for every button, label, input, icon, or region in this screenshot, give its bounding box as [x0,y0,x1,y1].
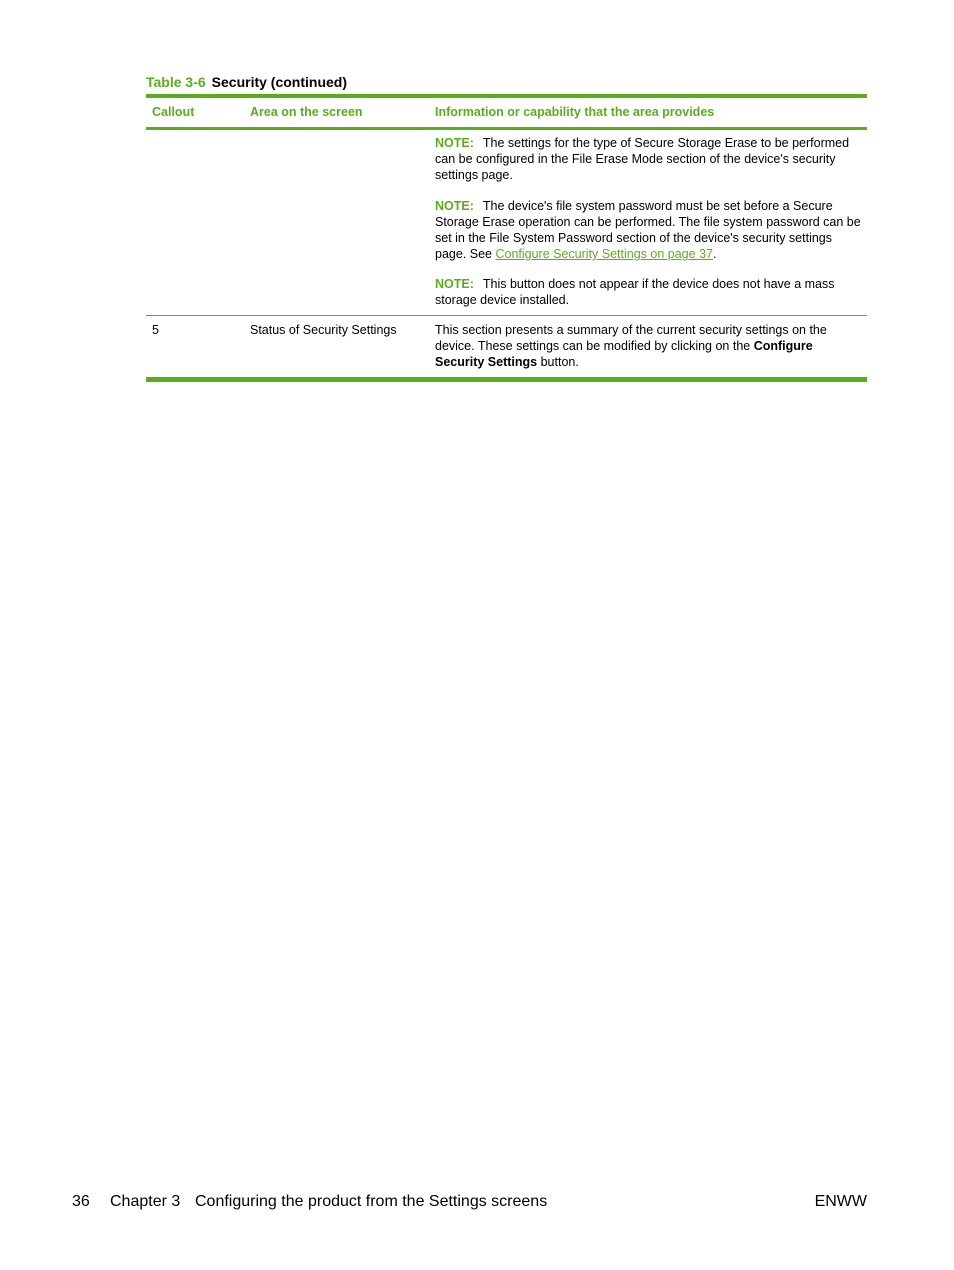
note-1 [435,135,863,183]
table-top-rule [146,94,867,98]
row5-info [435,322,855,370]
note-text: The device's file system password must be set before a Secure Storage Erase operation can be performed. The file system password can be set in the File System Password section of the device's security settings page. See [435,199,861,261]
note-text: The settings for the type of Secure Storage Erase to be performed can be configured in the File Erase Mode section of the device's security settings page. [435,136,850,182]
header-area: Area on the screen [250,105,363,119]
note-text: This button does not appear if the device does not have a mass storage device installed. [435,277,835,307]
note-label: NOTE: [435,199,474,213]
header-rule [146,127,867,130]
note-2 [435,198,863,262]
table-caption-number: Table 3-6 [146,74,206,90]
footer-chapter: Chapter 3 [110,1193,181,1210]
configure-security-settings-link[interactable]: Configure Security Settings on page 37 [495,247,713,261]
note-3 [435,276,863,308]
footer-right: ENWW [814,1193,867,1210]
row-divider [146,315,867,316]
page-number: 36 [72,1193,90,1210]
note-label: NOTE: [435,136,474,150]
row5-info-end: button. [537,355,579,369]
header-callout: Callout [152,105,195,119]
row5-info-text: This section presents a summary of the current security settings on the device. These settings can be modified by clicking on the [435,323,827,353]
row5-callout: 5 [152,323,159,337]
row5-info-bold: Configure Security Settings [435,339,813,369]
header-info: Information or capability that the area provides [435,105,715,119]
note-label: NOTE: [435,277,474,291]
table-bottom-rule [146,377,867,382]
table-caption [146,74,347,90]
note-text-end: . [712,247,717,261]
row5-area: Status of Security Settings [250,323,397,337]
footer-chapter-title: Configuring the product from the Settings screens [195,1193,548,1210]
table-caption-title: Security (continued) [211,74,348,90]
